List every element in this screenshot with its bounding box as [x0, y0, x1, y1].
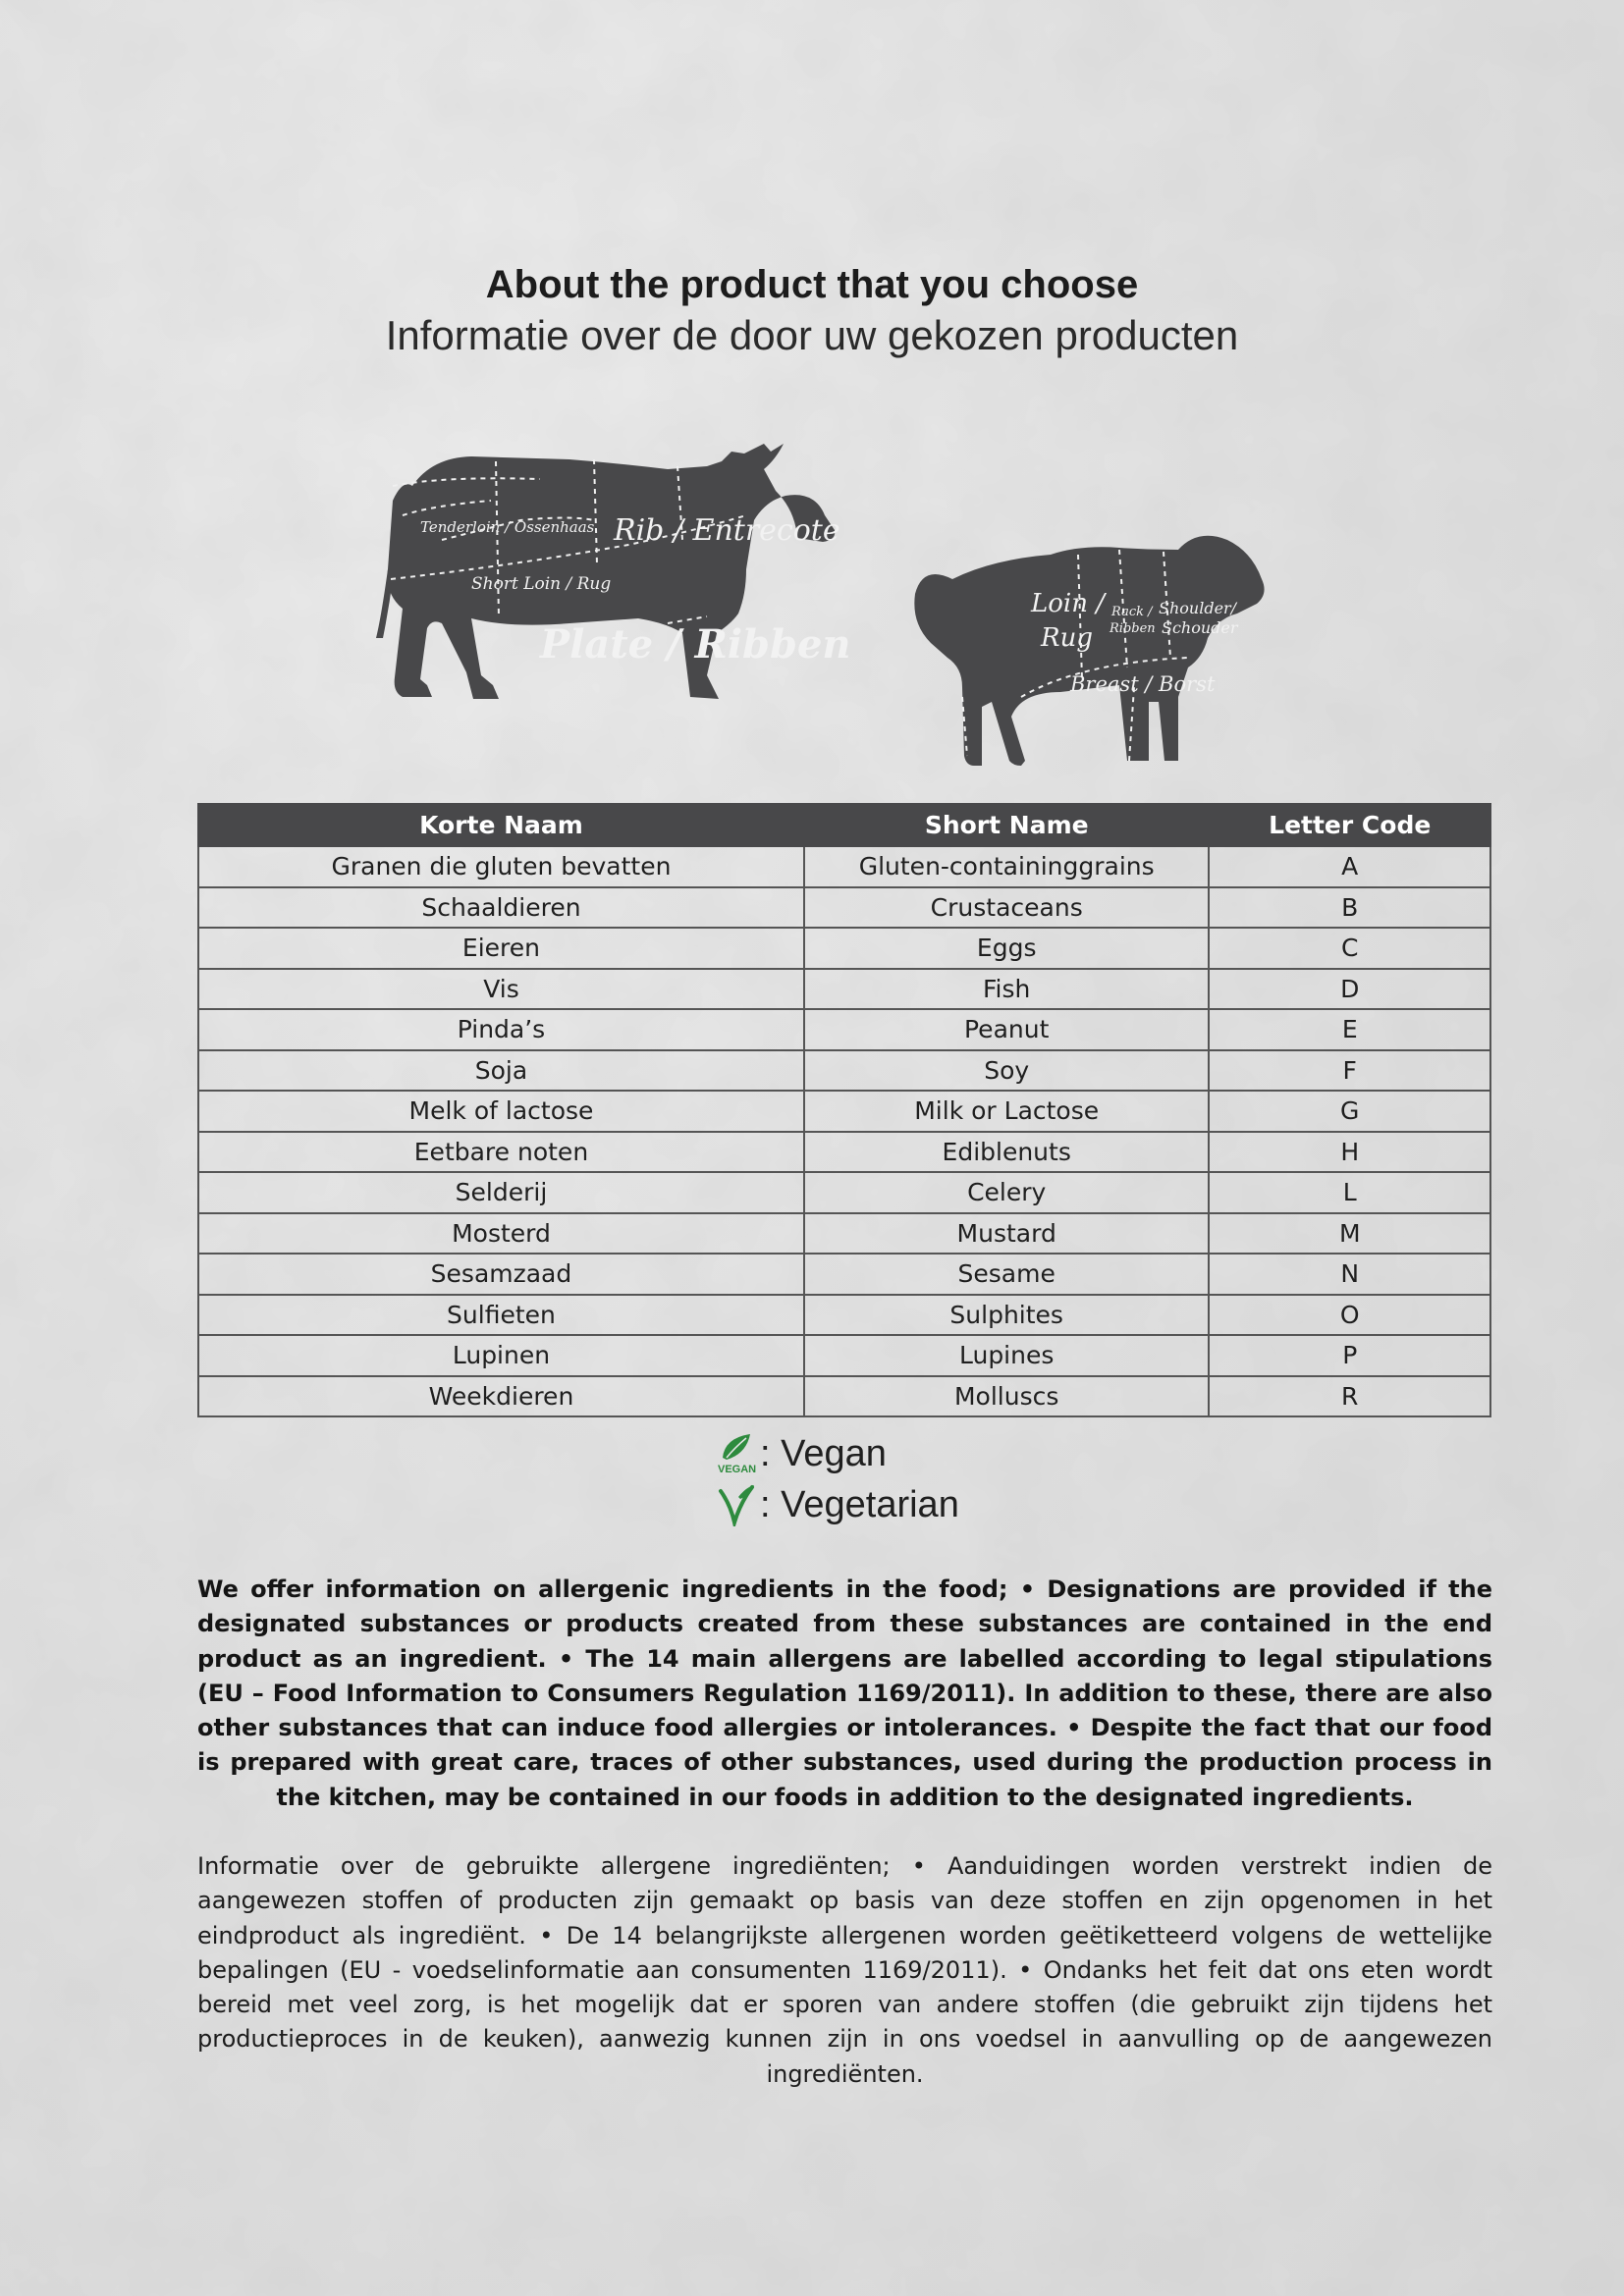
cut-label-loin: Loin / — [1031, 589, 1106, 618]
dutch-name: Lupinen — [198, 1335, 804, 1376]
english-name: Celery — [804, 1172, 1210, 1213]
letter-code: D — [1209, 969, 1490, 1010]
page-subtitle: Informatie over de door uw gekozen producten — [385, 312, 1239, 358]
dutch-name: Sulfieten — [198, 1295, 804, 1336]
cut-label-plate-ribben: Plate / Ribben — [540, 621, 851, 667]
letter-code: C — [1209, 928, 1490, 969]
cut-label-rug: Rug — [1041, 623, 1093, 653]
dutch-name: Soja — [198, 1050, 804, 1092]
column-header-letter-code: Letter Code — [1209, 804, 1490, 846]
vegetarian-label: : Vegetarian — [760, 1483, 959, 1525]
legend-vegetarian — [717, 1480, 959, 1529]
page-title: About the product that you choose — [485, 263, 1139, 306]
english-name: Sesame — [804, 1254, 1210, 1295]
letter-code: O — [1209, 1295, 1490, 1336]
english-name: Peanut — [804, 1009, 1210, 1050]
cut-label-schouder: Schouder — [1162, 618, 1238, 637]
table-row — [198, 1172, 1490, 1213]
dutch-name: Melk of lactose — [198, 1091, 804, 1132]
allergen-info-english: We offer information on allergenic ingredients in the food; • Designations are provided if the designated substances or products created from these substances are contained in the end product as an ingredient. • The 14 main allergens are labelled according to legal stipulations (EU – Food Information to Consumers Regulation 1169/2011). In addition to these, there are also other substances that can induce food allergies or intolerances. • Despite the fact that our food is prepared with great care, traces of other substances, used during the production process in the kitchen, may be contained in our foods in addition to the designated ingredients. — [197, 1575, 1492, 1811]
vegan-leaf-icon — [717, 1432, 756, 1475]
cut-label-rack: Rack / — [1111, 605, 1153, 619]
english-name: Eggs — [804, 928, 1210, 969]
english-name: Fish — [804, 969, 1210, 1010]
allergen-info-dutch: Informatie over de gebruikte allergene ingrediënten; • Aanduidingen worden verstrekt indien de aangewezen stoffen of producten zijn gemaakt op basis van deze stoffen en zijn opgenomen in het eindproduct als ingrediënt. • De 14 belangrijkste allergenen worden geëtiketteerd volgens de wettelijke bepalingen (EU - voedselinformatie aan consumenten 1169/2011). • Ondanks het feit dat ons eten wordt bereid met veel zorg, is het mogelijk dat er sporen van andere stoffen (die gebruikt zijn tijdens het productieproces in de keuken), aanwezig kunnen zijn in ons voedsel in aanvulling op de aangewezen ingrediënten. — [197, 1852, 1492, 2088]
table-header-row — [198, 804, 1490, 846]
dutch-name: Weekdieren — [198, 1376, 804, 1417]
table-row — [198, 846, 1490, 887]
table-row — [198, 1050, 1490, 1092]
cut-label-rib-entrecote: Rib / Entrecote — [614, 513, 840, 548]
cut-label-breast-borst: Breast / Borst — [1070, 672, 1216, 696]
letter-code: F — [1209, 1050, 1490, 1092]
vegetarian-leaf-icon — [717, 1483, 756, 1526]
table-row — [198, 887, 1490, 929]
table-row — [198, 1376, 1490, 1417]
dutch-name: Eieren — [198, 928, 804, 969]
letter-code: M — [1209, 1213, 1490, 1255]
dutch-name: Eetbare noten — [198, 1132, 804, 1173]
diet-legend — [717, 1429, 959, 1531]
table-row — [198, 1091, 1490, 1132]
letter-code: B — [1209, 887, 1490, 929]
letter-code: N — [1209, 1254, 1490, 1295]
english-name: Mustard — [804, 1213, 1210, 1255]
cut-label-tenderloin: Tenderloin / Ossenhaas — [420, 518, 595, 536]
vegan-label: : Vegan — [760, 1432, 887, 1474]
english-name: Crustaceans — [804, 887, 1210, 929]
english-name: Gluten-containinggrains — [804, 846, 1210, 887]
dutch-name: Sesamzaad — [198, 1254, 804, 1295]
legend-vegan — [717, 1429, 959, 1478]
letter-code: E — [1209, 1009, 1490, 1050]
english-name: Molluscs — [804, 1376, 1210, 1417]
meat-cuts-illustration — [373, 422, 1316, 810]
letter-code: A — [1209, 846, 1490, 887]
dutch-name: Granen die gluten bevatten — [198, 846, 804, 887]
table-row — [198, 969, 1490, 1010]
english-name: Ediblenuts — [804, 1132, 1210, 1173]
letter-code: G — [1209, 1091, 1490, 1132]
table-row — [198, 928, 1490, 969]
cut-label-ribben: Ribben — [1110, 621, 1156, 636]
dutch-name: Schaaldieren — [198, 887, 804, 929]
table-row — [198, 1213, 1490, 1255]
letter-code: L — [1209, 1172, 1490, 1213]
dutch-name: Selderij — [198, 1172, 804, 1213]
cut-label-short-loin: Short Loin / Rug — [471, 574, 612, 594]
table-row — [198, 1254, 1490, 1295]
english-name: Soy — [804, 1050, 1210, 1092]
table-row — [198, 1132, 1490, 1173]
allergen-table — [197, 803, 1491, 1417]
letter-code: P — [1209, 1335, 1490, 1376]
column-header-korte-naam: Korte Naam — [198, 804, 804, 846]
column-header-short-name: Short Name — [804, 804, 1210, 846]
letter-code: R — [1209, 1376, 1490, 1417]
table-row — [198, 1335, 1490, 1376]
english-name: Sulphites — [804, 1295, 1210, 1336]
english-name: Lupines — [804, 1335, 1210, 1376]
dutch-name: Vis — [198, 969, 804, 1010]
dutch-name: Pinda’s — [198, 1009, 804, 1050]
table-row — [198, 1295, 1490, 1336]
cut-label-shoulder: Shoulder/ — [1159, 599, 1237, 617]
vegan-icon-text: VEGAN — [718, 1464, 756, 1475]
dutch-name: Mosterd — [198, 1213, 804, 1255]
table-row — [198, 1009, 1490, 1050]
letter-code: H — [1209, 1132, 1490, 1173]
english-name: Milk or Lactose — [804, 1091, 1210, 1132]
